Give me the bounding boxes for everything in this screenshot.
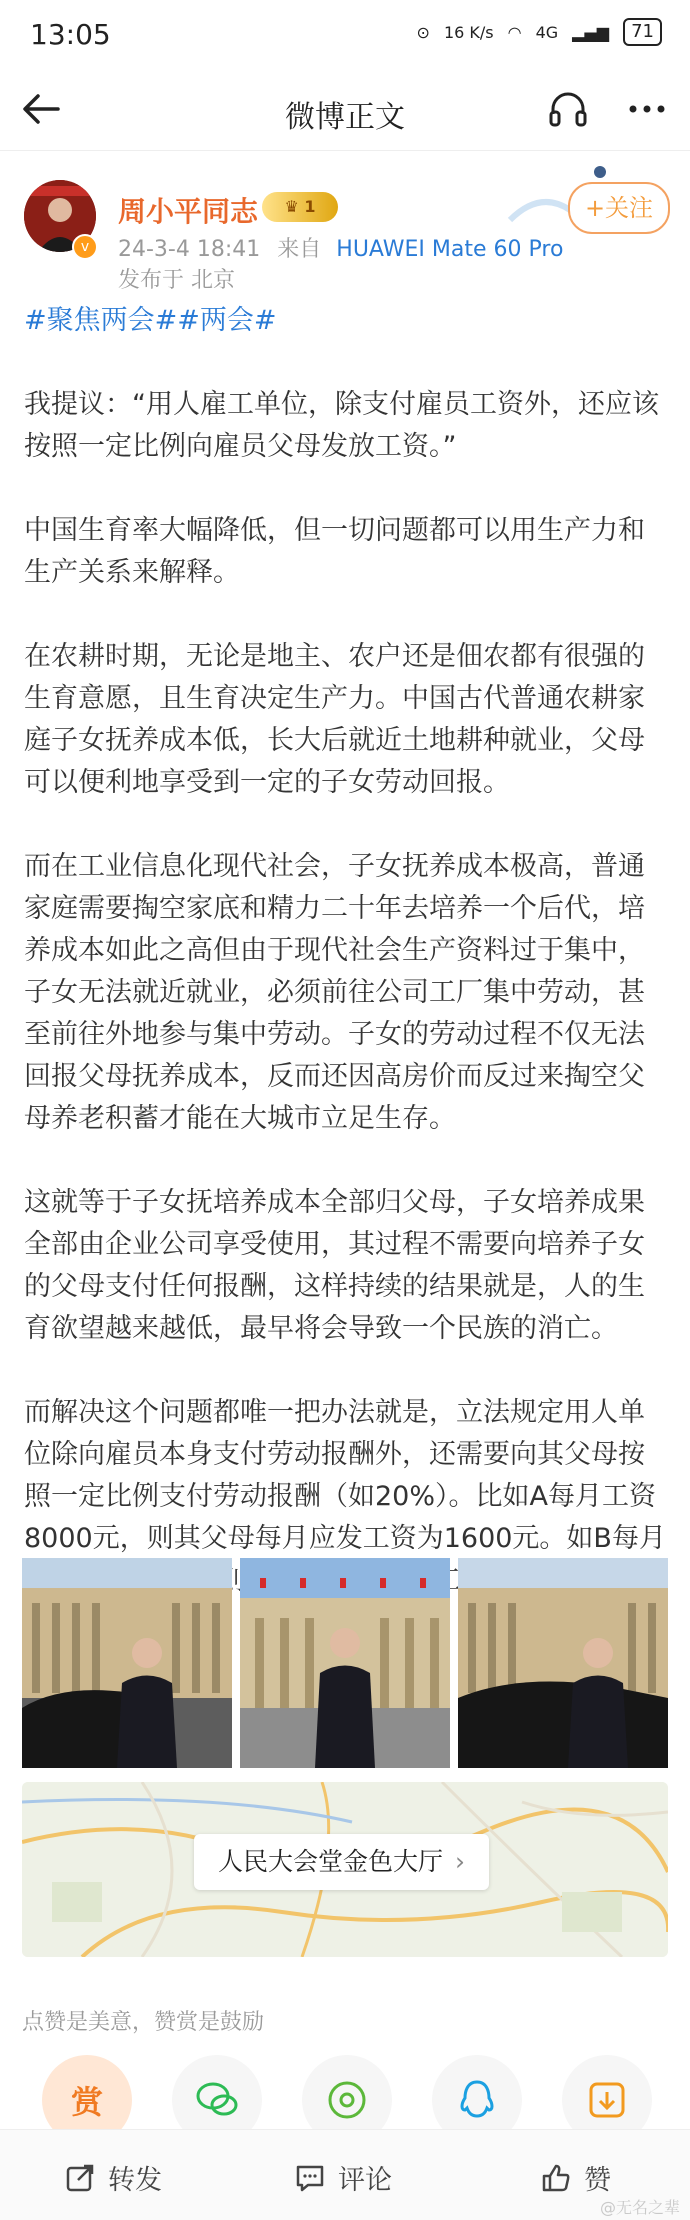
follow-button[interactable]: +关注 [568,182,670,234]
headphone-icon [545,86,591,132]
device-source[interactable]: HUAWEI Mate 60 Pro [336,237,564,262]
qq-icon [453,2076,501,2124]
post-paragraph: 这就等于子女抚培养成本全部归父母，子女培养成果全部由企业公司享受使用，其过程不需要向培养子女的父母支付任何报酬，这样持续的结果就是，人的生育欲望越来越低，最早将会导致一个民族的消亡。 [24,1187,645,1344]
status-bar [0,0,690,70]
signal-icon: ▂▄▆ [572,22,610,42]
repost-icon [64,2162,96,2194]
status-time: 13:05 [30,18,111,51]
photo-image [458,1558,668,1768]
page-title: 微博正文 [285,100,405,135]
author-header [0,160,690,300]
photo-grid [22,1558,668,1768]
photo-image [22,1558,232,1768]
notification-icon: ⊙ [416,22,430,42]
comment-icon [294,2162,326,2194]
post-content [24,300,666,1770]
post-paragraph: 我提议：“用人雇工单位，除支付雇员工资外，还应该按照一定比例向雇员父母发放工资。” [24,389,659,462]
map-place-name: 人民大会堂金色大厅 [218,1847,444,1876]
post-paragraph: 而解决这个问题都唯一把办法就是，立法规定用人单位除向雇员本身支付劳动报酬外，还需要向其父母按照一定比例支付劳动报酬（如20%）。比如A每月工资8000元，则其父母每月应发工资为1600元。如B每月 月应发工资为30 [24,1397,666,1596]
photo-thumbnail[interactable] [240,1558,450,1768]
post-date: 24-3-4 18:41 [118,237,261,262]
moments-icon [323,2076,371,2124]
listen-button[interactable] [545,86,591,132]
vip-level-badge [262,192,338,222]
crown-icon: ♛ [284,197,305,216]
map-place-label[interactable] [194,1834,489,1890]
chevron-right-icon: › [455,1847,466,1876]
post-meta [118,232,563,263]
net-speed: 16 K/s [443,22,494,42]
location-map-card[interactable] [22,1782,668,1957]
save-image-icon [583,2076,631,2124]
wechat-icon [193,2076,241,2124]
wifi-icon: ◠ [507,22,522,42]
battery-indicator: 71 [623,18,662,46]
post-paragraph: 而在工业信息化现代社会，子女抚养成本极高，普通家庭需要掏空家底和精力二十年去培养一个后代，培养成本如此之高但由于现代社会生产资料过于集中，子女无法就近就业，必须前往公司工厂集中劳动，甚至前往外地参与集中劳动。子女的劳动过程不仅无法回报父母抚养成本，反而还因高房价而反过来掏空父母养老积蓄才能在大城市立足生存。 [24,851,645,1134]
repost-label: 转发 [108,2165,162,2196]
author-name[interactable]: 周小平同志 [118,195,259,228]
watermark: @无名之辈 [599,2198,680,2217]
photo-thumbnail[interactable] [458,1558,668,1768]
comment-button[interactable] [294,2158,392,2197]
status-icons [417,18,662,46]
bottom-action-bar [0,2129,690,2220]
photo-image [240,1558,450,1768]
repost-button[interactable] [64,2158,162,2197]
like-label: 赞 [584,2165,611,2196]
hashtag-link[interactable]: #聚焦两会##两会# [24,305,277,336]
like-button[interactable] [540,2158,611,2197]
photo-thumbnail[interactable] [22,1558,232,1768]
more-button[interactable] [624,86,670,132]
post-location: 发布于 北京 [118,268,235,293]
post-paragraph: 中国生育率大幅降低，但一切问题都可以用生产力和生产关系来解释。 [24,515,645,588]
nav-bar [0,70,690,151]
thumbs-up-icon [540,2162,572,2194]
signal-label: 4G [535,22,559,42]
reward-label: 赏 [70,2083,103,2121]
verified-badge: v [72,234,98,260]
vip-level: 1 [304,197,316,216]
reward-tip: 点赞是美意，赞赏是鼓励 [22,2010,265,2035]
more-dots-icon [624,86,670,132]
post-paragraph: 在农耕时期，无论是地主、农户还是佃农都有很强的生育意愿，且生育决定生产力。中国古代普通农耕家庭子女抚养成本低，长大后就近土地耕种就业，父母可以便利地享受到一定的子女劳动回报。 [24,641,645,798]
comment-label: 评论 [338,2165,392,2196]
share-row [0,2055,690,2135]
source-prefix: 来自 [277,237,322,262]
